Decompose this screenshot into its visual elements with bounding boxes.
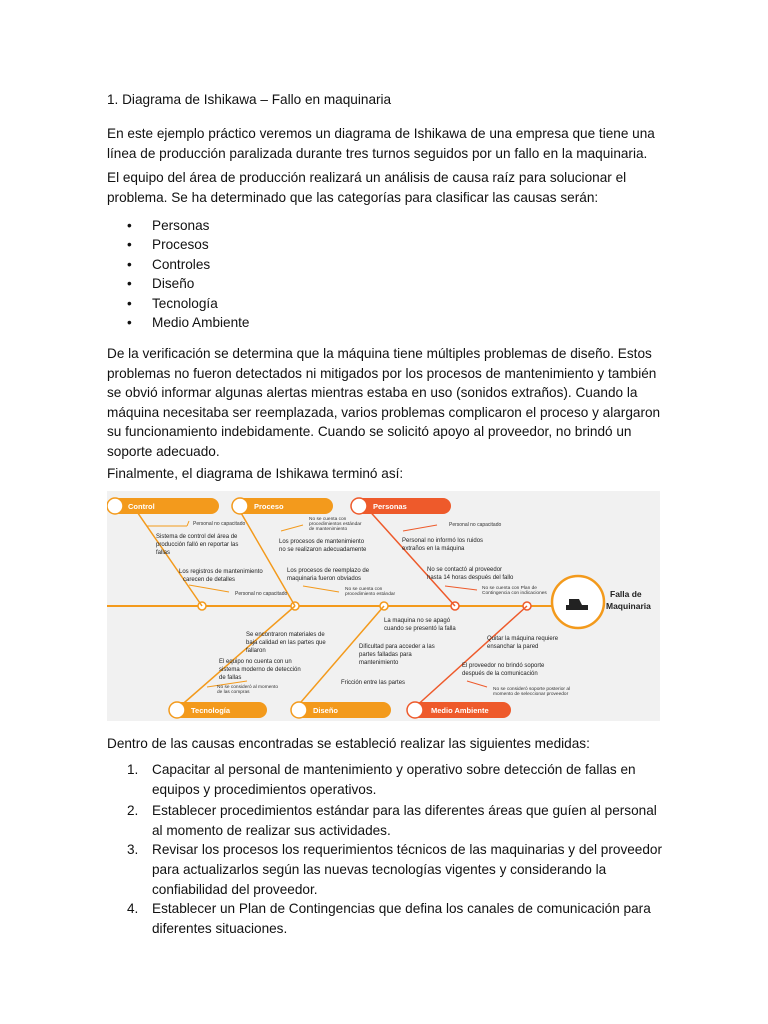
cause-text: de las compras bbox=[217, 690, 250, 695]
list-item: • Tecnología bbox=[107, 294, 249, 313]
intro-paragraph-1: En este ejemplo práctico veremos un diagrama de Ishikawa de una empresa que tiene una línea de producción paralizada durante tres turnos seguidos por un fallo en la maquinaria. bbox=[107, 126, 655, 161]
cause-text: cuando se presentó la falla bbox=[384, 626, 456, 632]
cause-text: fallas bbox=[156, 550, 171, 556]
list-item: • Personas bbox=[107, 216, 249, 235]
list-number: 4. bbox=[127, 901, 139, 917]
list-text: Establecer procedimientos estándar para las diferentes áreas que guíen al personal al momento de realizar sus actividades. bbox=[152, 803, 657, 838]
list-text: Establecer un Plan de Contingencias que defina los canales de comunicación para diferentes situaciones. bbox=[152, 901, 651, 936]
category-label: Tecnología bbox=[191, 706, 231, 715]
category-pill-control bbox=[107, 498, 219, 514]
cause-text: No se consideró soporte posterior al bbox=[493, 687, 571, 692]
cause-text: momento de seleccionar proveedor bbox=[493, 692, 569, 697]
effect-label: Maquinaria bbox=[606, 601, 651, 611]
cause-text: No se cuenta con bbox=[345, 587, 383, 592]
list-item bbox=[107, 801, 667, 840]
cause-text: Fricción entre las partes bbox=[341, 680, 406, 686]
category-label: Diseño bbox=[313, 706, 339, 715]
cause-text: Los procesos de reemplazo de bbox=[287, 568, 370, 574]
cause-text: Personal no capacitado bbox=[449, 522, 502, 528]
cause-text: Contingencia con indicaciones bbox=[482, 591, 547, 596]
list-text: Revisar los procesos los requerimientos técnicos de las maquinarias y del proveedor para actualizarlos según las nuevas tecnologías vigentes y considerando la confiabilidad del proveedor. bbox=[152, 842, 663, 897]
list-item: • Medio Ambiente bbox=[107, 313, 249, 332]
list-item bbox=[107, 840, 667, 899]
list-item: • Diseño bbox=[107, 274, 249, 293]
cause-text: El proveedor no brindó soporte bbox=[462, 663, 545, 669]
cause-text: Sistema de control del área de bbox=[156, 534, 238, 540]
cause-text: producción falló en reportar las bbox=[156, 542, 239, 548]
cause-text: mantenimiento bbox=[359, 660, 399, 666]
category-label: Personas bbox=[373, 502, 407, 511]
cause-text: procedimiento estándar bbox=[345, 592, 396, 597]
effect-label: Falla de bbox=[610, 589, 642, 599]
list-item: • Controles bbox=[107, 255, 249, 274]
list-item bbox=[107, 899, 667, 938]
measures-list bbox=[107, 760, 667, 938]
cause-text: maquinaria fueron obviados bbox=[287, 576, 362, 582]
category-label: Proceso bbox=[254, 502, 284, 511]
ishikawa-svg bbox=[107, 491, 660, 721]
cause-text: Los procesos de mantenimiento bbox=[279, 539, 365, 545]
cause-text: Personal no capacitado bbox=[193, 521, 246, 527]
cause-text: No se contactó al proveedor bbox=[427, 567, 503, 573]
cause-text: procedimientos estándar bbox=[309, 522, 362, 527]
cause-text: de mantenimiento bbox=[309, 527, 348, 532]
cause-text: partes falladas para bbox=[359, 652, 412, 658]
list-number: 1. bbox=[127, 762, 139, 777]
cause-text: Quitar la máquina requiere bbox=[487, 636, 559, 642]
cause-text: No se consideró al momento bbox=[217, 685, 279, 690]
cause-text: Se encontraron materiales de bbox=[246, 632, 325, 638]
cause-text: Personal no capacitado bbox=[235, 591, 288, 597]
cause-text: No se cuenta con Plan de bbox=[482, 586, 537, 591]
list-text: Capacitar al personal de mantenimiento y operativo sobre detección de fallas en equipos y procedimientos operativos. bbox=[152, 762, 636, 797]
list-item bbox=[107, 760, 667, 799]
cause-text: Los registros de mantenimiento bbox=[179, 569, 263, 575]
list-number: 2. bbox=[127, 803, 139, 819]
cause-text: carecen de detalles bbox=[183, 577, 236, 583]
cause-text: El equipo no cuenta con un bbox=[219, 659, 292, 665]
measures-intro: Dentro de las causas encontradas se estableció realizar las siguientes medidas: bbox=[107, 736, 590, 751]
list-number: 3. bbox=[127, 842, 139, 858]
cause-text: de fallas bbox=[219, 675, 242, 681]
ishikawa-diagram bbox=[107, 491, 660, 721]
cause-text: Personal no informó los ruidos bbox=[402, 538, 484, 544]
intro-paragraph-2: El equipo del área de producción realizará un análisis de causa raíz para solucionar el problema. Se ha determinado que las categorías para clasificar las causas serán: bbox=[107, 170, 627, 205]
cause-text: extraños en la máquina bbox=[402, 546, 465, 552]
cause-text: sistema moderno de detección bbox=[219, 667, 301, 673]
category-label: Medio Ambiente bbox=[431, 706, 489, 715]
cause-text: La maquina no se apagó bbox=[384, 618, 451, 624]
cause-text: ensanchar la pared bbox=[487, 644, 539, 650]
cause-text: fallaron bbox=[246, 648, 266, 654]
final-paragraph: Finalmente, el diagrama de Ishikawa terminó así: bbox=[107, 466, 404, 481]
document-title: 1. Diagrama de Ishikawa – Fallo en maquinaria bbox=[107, 92, 392, 107]
cause-text: hasta 14 horas después del fallo bbox=[427, 575, 514, 581]
cause-text: después de la comunicación bbox=[462, 671, 538, 677]
category-list bbox=[107, 216, 249, 332]
cause-text: Dificultad para acceder a las bbox=[359, 644, 435, 650]
category-label: Control bbox=[128, 502, 155, 511]
cause-text: No se cuenta con bbox=[309, 517, 347, 522]
verification-paragraph: De la verificación se determina que la máquina tiene múltiples problemas de diseño. Estos problemas no fueron detectados ni mitigados por los procesos de mantenimiento y también se obvió informar algunas alertas mientras estaba en uso (sonidos extraños). Cuando la máquina necesitaba ser reemplazada, varios problemas complicaron el proceso y alargaron su funcionamiento indebidamente. Cuando se solicitó apoyo al proveedor, no brindó un soporte adecuado. bbox=[107, 346, 661, 459]
cause-text: baja calidad en las partes que bbox=[246, 640, 326, 646]
cause-text: no se realizaron adecuadamente bbox=[279, 547, 367, 553]
list-item: • Procesos bbox=[107, 235, 249, 254]
